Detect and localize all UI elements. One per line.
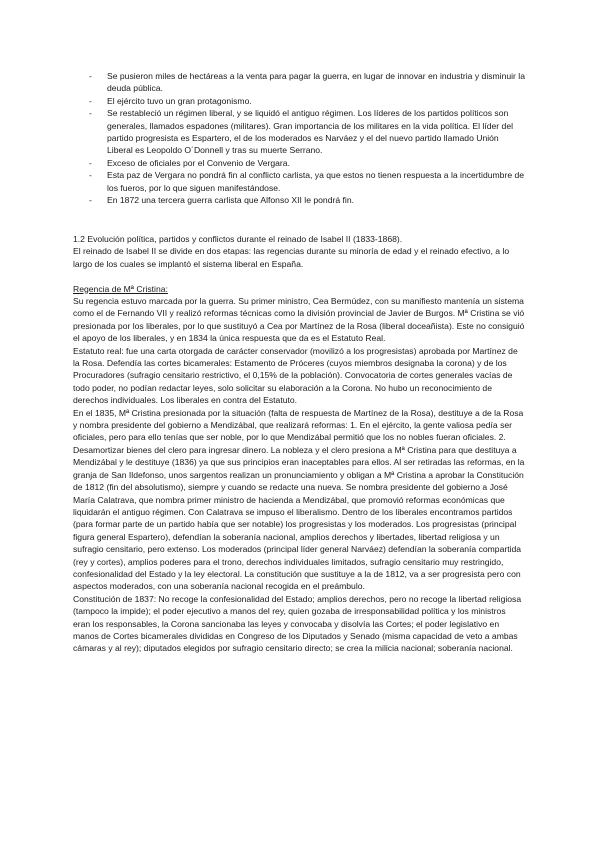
spacer [73,270,525,282]
bullet-item [89,70,525,95]
bullet-item [89,107,525,157]
bullet-text: Se pusieron miles de hectáreas a la venta para pagar la guerra, en lugar de innovar en industria y disminuir la deuda pública. [107,71,525,94]
dash-marker: - [89,95,92,106]
dash-marker: - [89,170,92,181]
paragraph: Su regencia estuvo marcada por la guerra. Su primer ministro, Cea Bermúdez, con su manifiesto mantenía un sistema como el de Fernando VII y realizó reformas técnicas como la división provincial de Javier de Burgos. Mª Cristina se vió presionada por los liberales, por lo que sustituyó a Cea por Martínez de la Rosa (liberal doceañista). Este no consiguió el apoyo de los liberales, y en 1834 la única respuesta que da es el Estatuto Real. [73,296,525,344]
regencia-title: Regencia de Mª Cristina: [73,283,168,294]
section-intro: El reinado de Isabel II se divide en dos etapas: las regencias durante su minoría de edad y el reinado efectivo, a lo largo de los cuales se implantó el sistema liberal en España. [73,246,510,269]
bullet-text: En 1872 una tercera guerra carlista que Alfonso XII le pondrá fin. [107,195,354,206]
paragraph: Constitución de 1837: No recoge la confesionalidad del Estado; amplios derechos, pero no recoge la libertad religiosa (tampoco la impide); el poder ejecutivo a manos del rey, quien gozaba de irresponsabilidad política y los ministros eran los responsables, la Corona sancionaba las leyes y convocaba y disolvía las Cortes; el poder legislativo en manos de Cortes bicamerales divididas en Congreso de los Diputados y Senado (misma capacidad de veto a ambas cámaras y al rey); diputados elegidos por sufragio censitario directo; se crea la milicia nacional; soberanía nacional. [73,593,522,654]
bullet-item [89,194,525,206]
bullet-text: Exceso de oficiales por el Convenio de Vergara. [107,157,290,168]
document-body [73,233,525,655]
bullet-list [89,70,525,206]
dash-marker: - [89,195,92,206]
bullet-item [89,169,525,194]
dash-marker: - [89,157,92,168]
paragraph: En el 1835, Mª Cristina presionada por la situación (falta de respuesta de Martínez de la Rosa), destituye a de la Rosa y nombra presidente del gobierno a Mendizábal, que realizará reformas: 1. En el ejército, la gente valiosa pedía ser oficiales, pero para ello tenías que ser noble, por lo que Mendizábal permitió que los no nobles fueran oficiales. 2. Desamortizar bienes del clero para ingresar dinero. La nobleza y el clero presiona a Mª Cristina para que destituya a Mendizábal y le destituye (1836) ya que sus principios eran inaceptables para ellos. Al ser retiradas las reformas, en la granja de San Ildefonso, unos sargentos realizan un pronunciamiento y obligan a Mª Cristina a aprobar la Constitución de 1812 (fin del absolutismo), siempre y cuando se redacte una nueva. Se nombra presidente del gobierno a José María Calatrava, que nombra primer ministro de hacienda a Mendizábal, que promovió reformas económicas que liquidarán el antiguo régimen. Con Calatrava se impuso el liberalismo. Dentro de los liberales encontramos partidos (para formar parte de un partido había que ser notable) los progresistas y los moderados. Los progresistas (principal figura general Espartero), defendían la soberanía nacional, amplios derechos y libertades, libertad religiosa y un sufragio censitario, pero extenso. Los moderados (principal líder general Narváez) defendían la soberanía compartida (rey y cortes), amplios poderes para el trono, derechos individuales limitados, sufragio censitario muy restringido, confesionalidad del Estado y la ley electoral. La constitución que sustituye a la de 1812, va a ser progresista pero con aspectos moderados, con una soberanía nacional recogida en el preámbulo. [73,407,525,592]
bullet-text: Esta paz de Vergara no pondrá fin al conflicto carlista, ya que estos no tienen respuesta a la incertidumbre de los fueros, por lo que siguen manifestándose. [107,170,525,193]
bullet-item [89,157,525,169]
dash-marker: - [89,71,92,81]
bullet-text: Se restableció un régimen liberal, y se liquidó el antiguo régimen. Los líderes de los partidos políticos son generales, llamados espadones (militares). Gran importancia de los militares en la vida política. El líder del partido progresista es Espartero, el de los moderados es Narváez y el del nuevo partido llamado Unión Liberal es Leopoldo O´Donnell y tras su muerte Serrano. [107,108,514,156]
bullet-text: El ejército tuvo un gran protagonismo. [107,95,252,106]
dash-marker: - [89,108,92,119]
paragraph: Estatuto real: fue una carta otorgada de carácter conservador (movilizó a los progresistas) aprobada por Martínez de la Rosa. Defendía las cortes bicamerales: Estamento de Próceres (cuyos miembros designaba la corona) y de los Procuradores (sufragio censitario restrictivo, el 0,15% de la población). Convocatoria de cortes generales vacías de todo poder, no podían redactar leyes, solo solicitar su elaboración a la Corona. No hubo un reconocimiento de derechos individuales. Los liberales en contra del Estatuto. [73,345,518,406]
section-title: 1.2 Evolución política, partidos y conflictos durante el reinado de Isabel II (1833-1868). [73,234,403,244]
bullet-item [89,95,525,107]
